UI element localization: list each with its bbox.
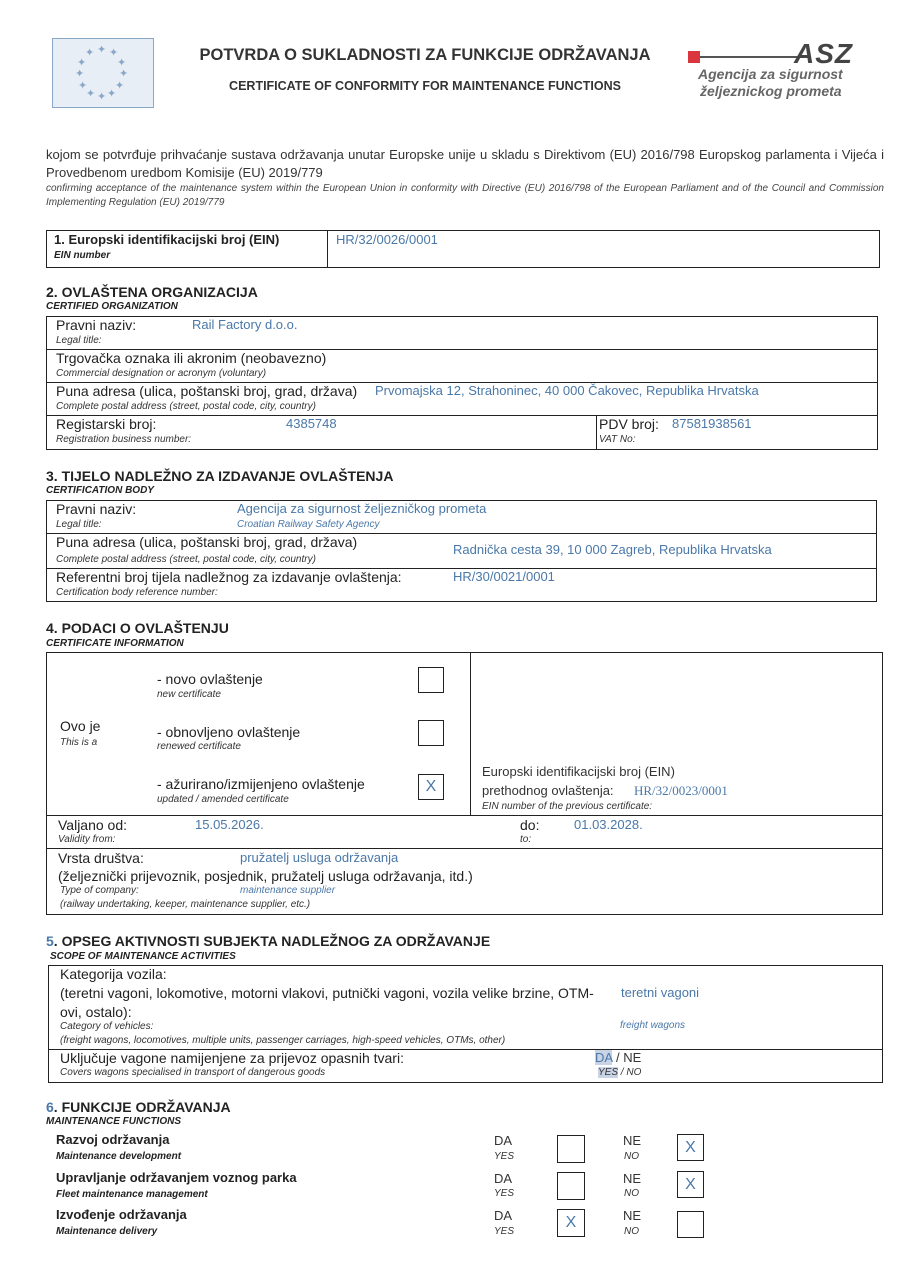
org-address-value: Prvomajska 12, Strahoninec, 40 000 Čakovec, Republika Hrvatska bbox=[375, 383, 759, 398]
opt-new-label: - novo ovlaštenje bbox=[157, 671, 263, 687]
function-yes-checkbox[interactable]: X bbox=[557, 1209, 585, 1237]
org-legal-label-en: Legal title: bbox=[56, 335, 102, 346]
no-label-en: NO bbox=[624, 1188, 639, 1199]
prev-ein-value: HR/32/0023/0001 bbox=[634, 783, 728, 798]
opt-updated-label-en: updated / amended certificate bbox=[157, 794, 289, 805]
yes-label-en: YES bbox=[494, 1226, 515, 1237]
intro-hr: kojom se potvrđuje prihvaćanje sustava održavanja unutar Europske unije u skladu s Direktivom (EU) 2016/798 Europskog parlamenta i Vijeća i Provedbenom uredbom Komisije (EU) 2019/779 bbox=[46, 147, 884, 180]
svg-text:✦: ✦ bbox=[109, 47, 119, 59]
svg-text:✦: ✦ bbox=[119, 68, 129, 80]
company-type-hint-en: (railway undertaking, keeper, maintenance supplier, etc.) bbox=[60, 899, 311, 910]
valid-to-label-en: to: bbox=[520, 834, 532, 845]
logo-text: ASZ bbox=[794, 38, 853, 69]
vehicle-category-value-en: freight wagons bbox=[620, 1020, 686, 1031]
agency-name-line2: željeznickog prometa bbox=[700, 83, 842, 99]
cb-address-label: Puna adresa (ulica, poštanski broj, grad, država) bbox=[56, 534, 358, 550]
org-address-label: Puna adresa (ulica, poštanski broj, grad, država) bbox=[56, 383, 358, 399]
vehicle-category-hint-en: (freight wagons, locomotives, multiple units, passenger carriages, high-speed vehicles, OTMs, other) bbox=[60, 1035, 506, 1046]
vehicle-category-hint2: ovi, ostalo): bbox=[60, 1004, 132, 1020]
company-type-label: Vrsta društva: bbox=[58, 850, 144, 866]
dangerous-goods-no[interactable]: NE bbox=[623, 1050, 642, 1065]
function-no-checkbox[interactable]: X bbox=[677, 1171, 704, 1198]
opt-updated-label: - ažurirano/izmijenjeno ovlaštenje bbox=[157, 776, 365, 792]
dangerous-goods-no-en: NO bbox=[626, 1067, 642, 1078]
section5-title bbox=[46, 933, 490, 949]
function-label-en: Maintenance development bbox=[56, 1151, 182, 1162]
cb-ref-value: HR/30/0021/0001 bbox=[453, 569, 555, 584]
section3-title: 3. TIJELO NADLEŽNO ZA IZDAVANJE OVLAŠTENJA bbox=[46, 468, 394, 484]
no-label-en: NO bbox=[624, 1226, 639, 1237]
svg-text:✦: ✦ bbox=[97, 91, 107, 103]
valid-from-value: 15.05.2026. bbox=[195, 817, 264, 832]
no-label: NE bbox=[623, 1208, 642, 1223]
cert-info-line-validity bbox=[46, 815, 883, 816]
org-row-line3 bbox=[46, 415, 878, 416]
company-type-label-en: Type of company: bbox=[60, 885, 139, 896]
valid-from-label: Valjano od: bbox=[58, 817, 128, 833]
section6-number: 6 bbox=[46, 1099, 54, 1115]
org-reg-label-en: Registration business number: bbox=[56, 434, 192, 445]
eu-emblem bbox=[52, 38, 154, 108]
vehicle-category-label-en: Category of vehicles: bbox=[60, 1021, 154, 1032]
cb-address-value: Radnička cesta 39, 10 000 Zagreb, Republika Hrvatska bbox=[453, 542, 772, 557]
cb-ref-label-en: Certification body reference number: bbox=[56, 587, 218, 598]
org-trade-label: Trgovačka oznaka ili akronim (neobavezno) bbox=[56, 350, 327, 366]
no-label-en: NO bbox=[624, 1151, 639, 1162]
svg-text:✦: ✦ bbox=[78, 80, 88, 92]
dangerous-goods-separator: / bbox=[612, 1050, 624, 1065]
org-legal-value: Rail Factory d.o.o. bbox=[192, 317, 298, 332]
prev-ein-line2: prethodnog ovlaštenja: bbox=[482, 783, 614, 798]
opt-renewed-label-en: renewed certificate bbox=[157, 741, 241, 752]
function-yes-checkbox[interactable] bbox=[557, 1135, 585, 1163]
company-type-hint: (željeznički prijevoznik, posjednik, pružatelj usluga održavanja, itd.) bbox=[58, 868, 473, 884]
cb-ref-label: Referentni broj tijela nadležnog za izdavanje ovlaštenja: bbox=[56, 569, 402, 585]
function-label-en: Maintenance delivery bbox=[56, 1226, 158, 1237]
this-is-label-en: This is a bbox=[60, 737, 98, 748]
opt-new-checkbox[interactable] bbox=[418, 667, 444, 693]
cert-info-line-company bbox=[46, 848, 883, 849]
cb-legal-label-en: Legal title: bbox=[56, 519, 102, 530]
no-label: NE bbox=[623, 1171, 642, 1186]
valid-to-label: do: bbox=[520, 817, 540, 833]
cert-info-vdivider bbox=[470, 652, 471, 815]
opt-new-label-en: new certificate bbox=[157, 689, 221, 700]
title-hr: POTVRDA O SUKLADNOSTI ZA FUNKCIJE ODRŽAVANJA bbox=[199, 46, 651, 64]
yes-label-en: YES bbox=[494, 1151, 515, 1162]
svg-text:✦: ✦ bbox=[117, 57, 127, 69]
valid-to-value: 01.03.2028. bbox=[574, 817, 643, 832]
section5-title-text: . OPSEG AKTIVNOSTI SUBJEKTA NADLEŽNOG ZA ODRŽAVANJE bbox=[53, 933, 491, 949]
prev-ein-line1: Europski identifikacijski broj (EIN) bbox=[482, 764, 675, 779]
function-label: Upravljanje održavanjem voznog parka bbox=[56, 1170, 297, 1185]
this-is-label: Ovo je bbox=[60, 718, 101, 734]
svg-text:✦: ✦ bbox=[97, 44, 107, 56]
dangerous-goods-choice-en: YES / NO bbox=[598, 1067, 642, 1078]
section3-subtitle: CERTIFICATION BODY bbox=[46, 485, 154, 496]
section2-subtitle: CERTIFIED ORGANIZATION bbox=[46, 301, 178, 312]
section5-number: 5 bbox=[46, 933, 54, 949]
section6-title bbox=[46, 1099, 231, 1115]
no-label: NE bbox=[623, 1133, 642, 1148]
section6-subtitle: MAINTENANCE FUNCTIONS bbox=[46, 1116, 181, 1127]
org-vat-label: PDV broj: bbox=[599, 416, 659, 432]
function-label: Razvoj održavanja bbox=[56, 1132, 170, 1147]
function-label-en: Fleet maintenance management bbox=[56, 1189, 208, 1200]
org-vat-value: 87581938561 bbox=[672, 416, 752, 431]
function-no-checkbox[interactable] bbox=[677, 1211, 704, 1238]
agency-name-line1: Agencija za sigurnost bbox=[698, 66, 843, 82]
section4-subtitle: CERTIFICATE INFORMATION bbox=[46, 638, 184, 649]
svg-text:✦: ✦ bbox=[75, 68, 85, 80]
opt-updated-checkbox[interactable]: X bbox=[418, 774, 444, 800]
logo-red-block bbox=[688, 51, 700, 63]
org-reg-label: Registarski broj: bbox=[56, 416, 157, 432]
vehicle-category-hint1: (teretni vagoni, lokomotive, motorni vlakovi, putnički vagoni, vozila velike brzine, OTM- bbox=[60, 985, 594, 1001]
section5-subtitle: SCOPE OF MAINTENANCE ACTIVITIES bbox=[50, 951, 236, 962]
valid-from-label-en: Validity from: bbox=[58, 834, 116, 845]
ein-value: HR/32/0026/0001 bbox=[336, 232, 438, 247]
svg-text:✦: ✦ bbox=[86, 88, 96, 100]
svg-text:✦: ✦ bbox=[85, 47, 95, 59]
intro-en: confirming acceptance of the maintenance system within the European Union in conformity with Directive (EU) 2016/798 of the European Parliament and of the Council and Commission Implementing Regulation (EU) 2019/779 bbox=[46, 183, 884, 208]
yes-label: DA bbox=[494, 1133, 513, 1148]
logo-rule bbox=[700, 56, 800, 58]
cb-legal-value: Agencija za sigurnost željezničkog prometa bbox=[237, 501, 487, 516]
ein-divider bbox=[327, 230, 328, 268]
section4-title: 4. PODACI O OVLAŠTENJU bbox=[46, 620, 229, 636]
svg-text:✦: ✦ bbox=[107, 88, 117, 100]
ein-label-en: EIN number bbox=[54, 250, 111, 261]
yes-label-en: YES bbox=[494, 1188, 515, 1199]
ein-label: 1. Europski identifikacijski broj (EIN) bbox=[54, 232, 280, 247]
eu-stars-icon bbox=[53, 39, 153, 107]
svg-text:✦: ✦ bbox=[77, 57, 87, 69]
svg-text:✦: ✦ bbox=[115, 80, 125, 92]
org-legal-label: Pravni naziv: bbox=[56, 317, 137, 333]
dangerous-goods-yes[interactable]: DA bbox=[595, 1050, 613, 1065]
dangerous-goods-label-en: Covers wagons specialised in transport of dangerous goods bbox=[60, 1067, 326, 1078]
opt-renewed-checkbox[interactable] bbox=[418, 720, 444, 746]
company-type-value: pružatelj usluga održavanja bbox=[240, 850, 399, 865]
cb-legal-value-en: Croatian Railway Safety Agency bbox=[237, 519, 380, 530]
org-address-label-en: Complete postal address (street, postal code, city, country) bbox=[56, 401, 316, 412]
org-trade-label-en: Commercial designation or acronym (voluntary) bbox=[56, 368, 267, 379]
org-vat-divider bbox=[596, 415, 597, 450]
section2-title: 2. OVLAŠTENA ORGANIZACIJA bbox=[46, 284, 258, 300]
org-reg-value: 4385748 bbox=[286, 416, 337, 431]
cb-address-label-en: Complete postal address (street, postal code, city, country) bbox=[56, 554, 316, 565]
company-type-value-en: maintenance supplier bbox=[240, 885, 336, 896]
yes-label: DA bbox=[494, 1208, 513, 1223]
org-vat-label-en: VAT No: bbox=[599, 434, 636, 445]
dangerous-goods-yes-en: YES bbox=[598, 1067, 619, 1078]
opt-renewed-label: - obnovljeno ovlaštenje bbox=[157, 724, 301, 740]
cb-legal-label: Pravni naziv: bbox=[56, 501, 137, 517]
agency-logo bbox=[688, 40, 868, 110]
vehicle-category-label: Kategorija vozila: bbox=[60, 966, 167, 982]
function-no-checkbox[interactable]: X bbox=[677, 1134, 704, 1161]
yes-label: DA bbox=[494, 1171, 513, 1186]
dangerous-goods-label: Uključuje vagone namijenjene za prijevoz opasnih tvari: bbox=[60, 1050, 404, 1066]
vehicle-category-value: teretni vagoni bbox=[621, 985, 700, 1000]
function-label: Izvođenje održavanja bbox=[56, 1207, 187, 1222]
function-yes-checkbox[interactable] bbox=[557, 1172, 585, 1200]
section6-title-text: . FUNKCIJE ODRŽAVANJA bbox=[53, 1099, 231, 1115]
dangerous-goods-choice bbox=[595, 1050, 641, 1065]
title-en: CERTIFICATE OF CONFORMITY FOR MAINTENANCE FUNCTIONS bbox=[229, 79, 621, 93]
prev-ein-label-en: EIN number of the previous certificate: bbox=[482, 801, 653, 812]
